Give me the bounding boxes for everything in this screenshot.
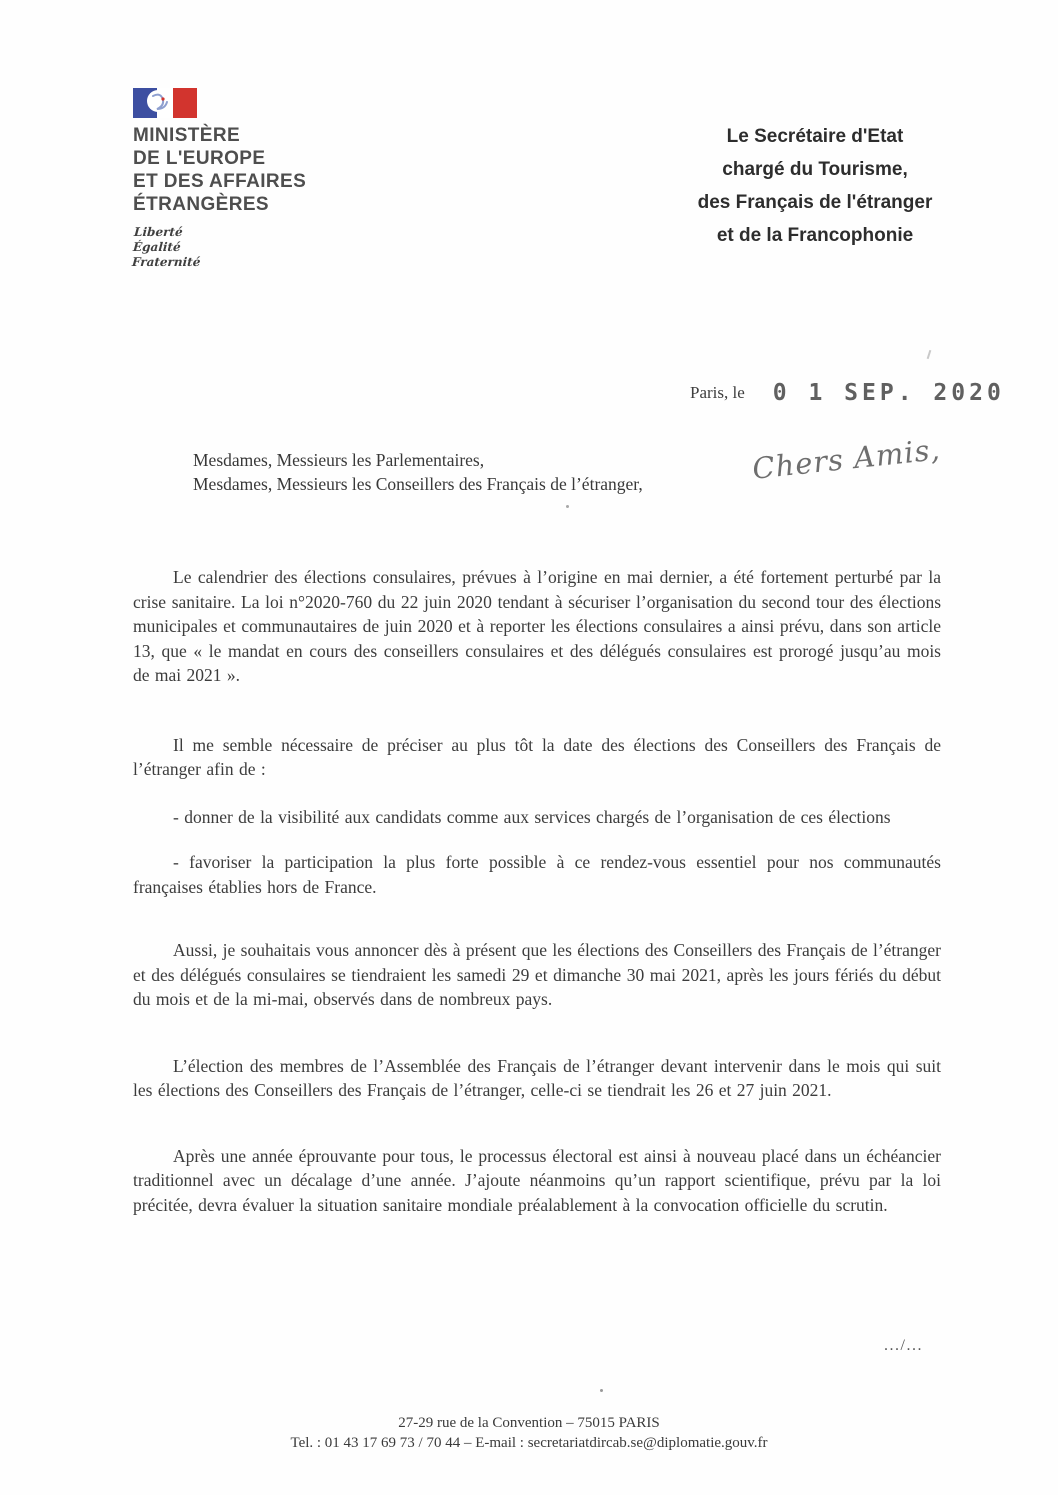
motto-line: Égalité <box>132 240 182 254</box>
ministry-line: ÉTRANGÈRES <box>133 194 269 215</box>
ministry-wordmark <box>133 124 393 216</box>
salutation-line: Mesdames, Messieurs les Conseillers des Français de l’étranger, <box>193 474 643 494</box>
date-place-label: Paris, le <box>690 383 745 402</box>
salutation <box>193 448 643 496</box>
dateline <box>690 378 1005 404</box>
sender-line: chargé du Tourisme, <box>722 159 908 180</box>
body-bullet-item: - donner de la visibilité aux candidats comme aux services chargés de l’organisation de ces élections <box>173 806 891 827</box>
scan-artifact <box>566 505 569 508</box>
letter-body <box>133 565 941 1217</box>
ministry-line: MINISTÈRE <box>133 125 241 146</box>
handwritten-note: Chers Amis, <box>750 432 943 486</box>
motto-line: Fraternité <box>131 255 201 269</box>
ministry-line: ET DES AFFAIRES <box>133 171 307 192</box>
motto-line: Liberté <box>133 225 184 239</box>
letter-footer <box>0 1413 1058 1453</box>
date-stamp: 0 1 SEP. 2020 <box>772 380 1005 406</box>
salutation-line: Mesdames, Messieurs les Parlementaires, <box>193 450 485 470</box>
ministry-letterhead <box>133 88 393 270</box>
body-paragraph: L’élection des membres de l’Assemblée des Français de l’étranger devant intervenir dans le mois qui suit les élections des Conseillers des Français de l’étranger, celle-ci se tiendrait les 26 et 27 juin 2021. <box>133 1055 941 1100</box>
scan-artifact <box>600 1389 603 1392</box>
republic-motto <box>131 225 394 270</box>
footer-contact: Tel. : 01 43 17 69 73 / 70 44 – E-mail : secretariatdircab.se@diplomatie.gouv.fr <box>290 1435 768 1451</box>
scan-artifact <box>927 350 932 359</box>
sender-title-block <box>678 120 952 252</box>
footer-address: 27-29 rue de la Convention – 75015 PARIS <box>398 1415 660 1431</box>
body-paragraph: Il me semble nécessaire de préciser au plus tôt la date des élections des Conseillers des Français de l’étranger afin de : <box>133 734 941 779</box>
body-bullet-item: - favoriser la participation la plus forte possible à ce rendez-vous essentiel pour nos communautés françaises établies hors de France. <box>133 852 941 897</box>
sender-line: Le Secrétaire d'Etat <box>726 126 904 147</box>
ministry-line: DE L'EUROPE <box>133 148 266 169</box>
french-flag-logo <box>133 88 197 118</box>
body-paragraph: Aussi, je souhaitais vous annoncer dès à présent que les élections des Conseillers des Français de l’étranger et des délégués consulaires se tiendraient les samedi 29 et dimanche 30 mai 2021, après les jours fériés du début du mois et de la mi-mai, observés dans de nombreux pays. <box>133 940 941 1009</box>
sender-line: et de la Francophonie <box>716 225 914 246</box>
body-paragraph: Après une année éprouvante pour tous, le processus électoral est ainsi à nouveau placé dans un échéancier traditionnel avec un décalage d’une année. J’ajoute néanmoins qu’un rapport scientifique, prévu par la loi précitée, devra évaluer la situation sanitaire mondiale préalablement à la convocation officielle du scrutin. <box>133 1145 941 1215</box>
continuation-mark: .../... <box>884 1337 923 1354</box>
sender-line: des Français de l'étranger <box>697 192 933 213</box>
body-paragraph: Le calendrier des élections consulaires, prévues à l’origine en mai dernier, a été fortement perturbé par la crise sanitaire. La loi n°2020-760 du 22 juin 2020 tendant à sécuriser l’organisation du second tour des élections municipales et communautaires de juin 2020 et à reporter les élections consulaires a ainsi prévu, dans son article 13, que « le mandat en cours des conseillers consulaires et des délégués consulaires est prorogé jusqu’au mois de mai 2021 ». <box>133 567 941 685</box>
